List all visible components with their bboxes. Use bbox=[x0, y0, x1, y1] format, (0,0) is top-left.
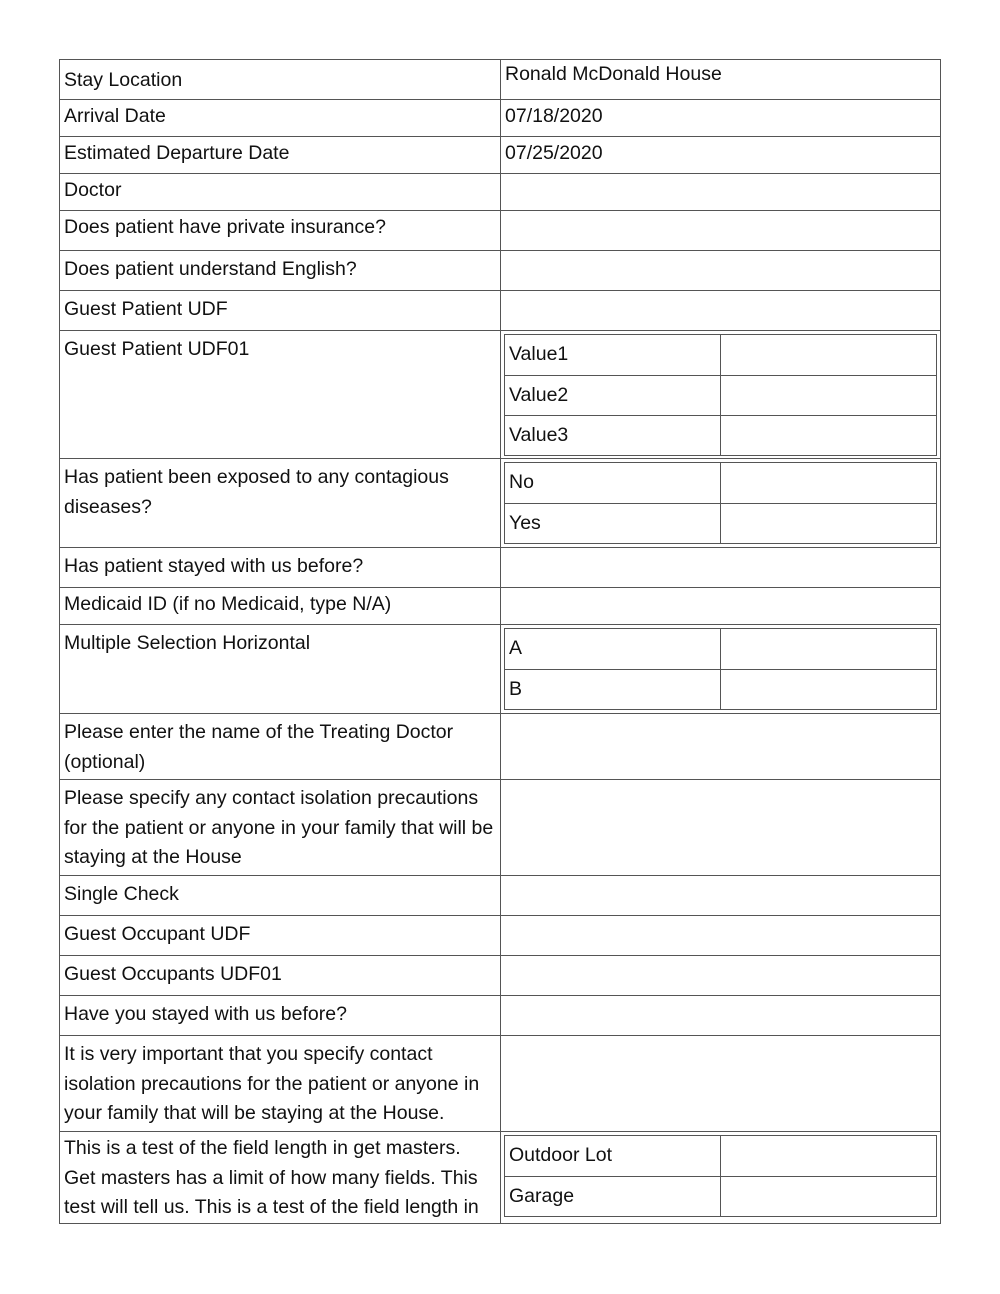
contagious-diseases-options bbox=[501, 459, 940, 547]
options-table bbox=[504, 1135, 937, 1217]
field-label: Guest Occupants UDF01 bbox=[60, 956, 501, 995]
field-label: Medicaid ID (if no Medicaid, type N/A) bbox=[60, 588, 501, 624]
isolation-important-value[interactable] bbox=[501, 1036, 940, 1131]
option-row bbox=[505, 415, 936, 455]
row-isolation-important bbox=[59, 1036, 941, 1132]
row-treating-doctor bbox=[59, 714, 941, 780]
row-you-stayed-before bbox=[59, 996, 941, 1036]
field-label: Has patient been exposed to any contagious diseases? bbox=[60, 459, 501, 547]
row-understand-english bbox=[59, 251, 941, 291]
row-private-insurance bbox=[59, 211, 941, 251]
treating-doctor-value[interactable] bbox=[501, 714, 940, 779]
understand-english-value[interactable] bbox=[501, 251, 940, 290]
options-table bbox=[504, 628, 937, 710]
row-stay-location bbox=[59, 59, 941, 100]
isolation-precautions-value[interactable] bbox=[501, 780, 940, 875]
field-label: Please specify any contact isolation precautions for the patient or anyone in your family that will be staying at the House bbox=[60, 780, 501, 875]
field-label: Has patient stayed with us before? bbox=[60, 548, 501, 587]
row-guest-patient-udf01 bbox=[59, 331, 941, 459]
you-stayed-before-value[interactable] bbox=[501, 996, 940, 1035]
option-row bbox=[505, 335, 936, 375]
departure-date-value[interactable]: 07/25/2020 bbox=[505, 142, 603, 164]
private-insurance-value[interactable] bbox=[501, 211, 940, 250]
row-departure-date bbox=[59, 137, 941, 174]
option-label: Value3 bbox=[505, 416, 721, 455]
guest-form-table bbox=[59, 59, 941, 1224]
field-label: Multiple Selection Horizontal bbox=[60, 625, 501, 713]
field-label: Guest Patient UDF bbox=[60, 291, 501, 330]
guest-occupant-udf-value[interactable] bbox=[501, 916, 940, 955]
option-input[interactable] bbox=[721, 670, 936, 709]
option-label: Garage bbox=[505, 1177, 721, 1216]
field-label: Does patient have private insurance? bbox=[60, 211, 501, 250]
stay-location-value[interactable]: Ronald McDonald House bbox=[505, 63, 722, 85]
field-label: Please enter the name of the Treating Doctor (optional) bbox=[60, 714, 501, 779]
parking-options bbox=[501, 1132, 940, 1223]
field-label: Does patient understand English? bbox=[60, 251, 501, 290]
option-row bbox=[505, 463, 936, 503]
doctor-value[interactable] bbox=[501, 174, 940, 210]
field-label: Guest Patient UDF01 bbox=[60, 331, 501, 458]
option-label: Outdoor Lot bbox=[505, 1136, 721, 1176]
field-label: Single Check bbox=[60, 876, 501, 915]
field-label: Arrival Date bbox=[60, 100, 501, 136]
field-label: It is very important that you specify contact isolation precautions for the patient or anyone in your family that will be staying at the House. bbox=[60, 1036, 501, 1131]
option-row bbox=[505, 669, 936, 709]
option-label: B bbox=[505, 670, 721, 709]
row-contagious-diseases bbox=[59, 459, 941, 548]
option-label: Value2 bbox=[505, 376, 721, 415]
field-label: Estimated Departure Date bbox=[60, 137, 501, 173]
options-table bbox=[504, 462, 937, 544]
option-input[interactable] bbox=[721, 416, 936, 455]
row-guest-occupants-udf01 bbox=[59, 956, 941, 996]
option-label: No bbox=[505, 463, 721, 503]
option-row bbox=[505, 1176, 936, 1216]
row-guest-patient-udf bbox=[59, 291, 941, 331]
row-guest-occupant-udf bbox=[59, 916, 941, 956]
patient-stayed-before-value[interactable] bbox=[501, 548, 940, 587]
option-label: Yes bbox=[505, 504, 721, 543]
option-row bbox=[505, 375, 936, 415]
row-isolation-precautions bbox=[59, 780, 941, 876]
single-check-value[interactable] bbox=[501, 876, 940, 915]
field-label: Stay Location bbox=[60, 60, 501, 99]
row-stayed-before-patient bbox=[59, 548, 941, 588]
multiple-selection-options bbox=[501, 625, 940, 713]
option-label: Value1 bbox=[505, 335, 721, 375]
guest-patient-udf-value[interactable] bbox=[501, 291, 940, 330]
field-label: Doctor bbox=[60, 174, 501, 210]
guest-occupants-udf01-value[interactable] bbox=[501, 956, 940, 995]
option-input[interactable] bbox=[721, 629, 936, 669]
option-input[interactable] bbox=[721, 504, 936, 543]
option-input[interactable] bbox=[721, 1136, 936, 1176]
option-input[interactable] bbox=[721, 463, 936, 503]
option-input[interactable] bbox=[721, 376, 936, 415]
arrival-date-value[interactable]: 07/18/2020 bbox=[505, 105, 603, 127]
option-row bbox=[505, 1136, 936, 1176]
row-multiple-selection bbox=[59, 625, 941, 714]
row-medicaid-id bbox=[59, 588, 941, 625]
row-arrival-date bbox=[59, 100, 941, 137]
medicaid-id-value[interactable] bbox=[501, 588, 940, 624]
row-field-length-test bbox=[59, 1132, 941, 1224]
field-label: Guest Occupant UDF bbox=[60, 916, 501, 955]
options-table bbox=[504, 334, 937, 456]
row-single-check bbox=[59, 876, 941, 916]
option-label: A bbox=[505, 629, 721, 669]
field-label: This is a test of the field length in get masters. Get masters has a limit of how many fields. This test will tell us. This is a test of the field length in bbox=[60, 1132, 501, 1223]
row-doctor bbox=[59, 174, 941, 211]
option-row bbox=[505, 629, 936, 669]
field-label: Have you stayed with us before? bbox=[60, 996, 501, 1035]
option-input[interactable] bbox=[721, 335, 936, 375]
guest-patient-udf01-options bbox=[501, 331, 940, 458]
option-row bbox=[505, 503, 936, 543]
option-input[interactable] bbox=[721, 1177, 936, 1216]
